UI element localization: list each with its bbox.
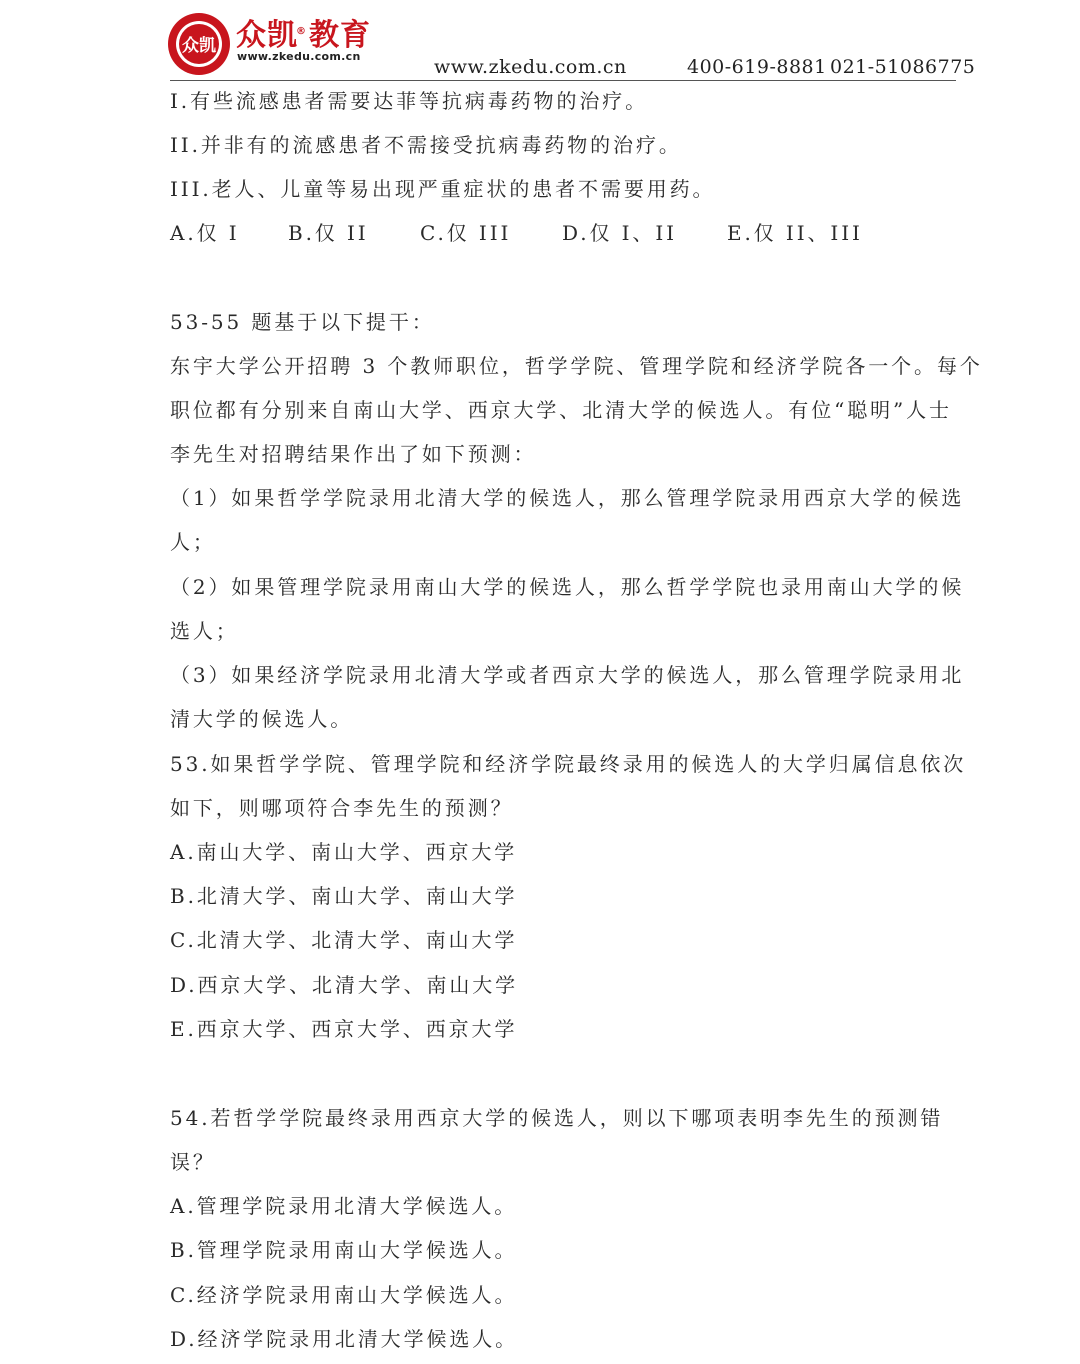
- stem-line: （3）如果经济学院录用北清大学或者西京大学的候选人，那么管理学院录用北: [170, 663, 965, 687]
- logo-seal-text: 众凯: [182, 36, 216, 56]
- statement-1: I.有些流感患者需要达菲等抗病毒药物的治疗。: [170, 89, 649, 113]
- stem-line: 李先生对招聘结果作出了如下预测：: [170, 442, 537, 466]
- option-a: A.仅 I: [170, 221, 240, 245]
- option-c: C.仅 III: [420, 221, 512, 245]
- statement-2: II.并非有的流感患者不需接受抗病毒药物的治疗。: [170, 133, 682, 157]
- q54-option: A.管理学院录用北清大学候选人。: [170, 1194, 518, 1218]
- header-divider: [170, 80, 956, 81]
- stem-line: 人；: [170, 530, 216, 554]
- q53-option: B.北清大学、南山大学、南山大学: [170, 884, 518, 908]
- stem-line: 清大学的候选人。: [170, 707, 354, 731]
- brand-name: 众凯®教育: [236, 18, 371, 53]
- stem-line: 东宇大学公开招聘 3 个教师职位，哲学学院、管理学院和经济学院各一个。每个: [170, 354, 983, 378]
- stem-line: 职位都有分别来自南山大学、西京大学、北清大学的候选人。有位“聪明”人士: [170, 398, 952, 422]
- brand-name-suffix: 教育: [309, 18, 371, 53]
- q54-option: C.经济学院录用南山大学候选人。: [170, 1283, 518, 1307]
- question-54: 54.若哲学学院最终录用西京大学的候选人，则以下哪项表明李先生的预测错: [170, 1106, 944, 1130]
- q53-option: E.西京大学、西京大学、西京大学: [170, 1017, 518, 1041]
- stem-intro: 53-55 题基于以下提干：: [170, 310, 435, 334]
- q54-option: D.经济学院录用北清大学候选人。: [170, 1327, 519, 1351]
- brand-url: www.zkedu.com.cn: [237, 50, 361, 63]
- header-website: www.zkedu.com.cn: [434, 56, 627, 78]
- q53-option: D.西京大学、北清大学、南山大学: [170, 973, 519, 997]
- stem-line: （2）如果管理学院录用南山大学的候选人，那么哲学学院也录用南山大学的候: [170, 575, 965, 599]
- option-e: E.仅 II、III: [727, 221, 863, 245]
- question-54: 误？: [170, 1150, 216, 1174]
- registered-mark: ®: [296, 26, 307, 37]
- brand-logo-seal: [167, 12, 231, 76]
- option-d: D.仅 I、II: [562, 221, 677, 245]
- header-phone-2: 021-51086775: [830, 56, 976, 78]
- question-53: 53.如果哲学学院、管理学院和经济学院最终录用的候选人的大学归属信息依次: [170, 752, 967, 776]
- statement-3: III.老人、儿童等易出现严重症状的患者不需要用药。: [170, 177, 716, 201]
- q53-option: C.北清大学、北清大学、南山大学: [170, 928, 518, 952]
- q54-option: B.管理学院录用南山大学候选人。: [170, 1238, 518, 1262]
- stem-line: 选人；: [170, 619, 239, 643]
- q53-option: A.南山大学、南山大学、西京大学: [170, 840, 518, 864]
- header-phone-1: 400-619-8881: [687, 56, 827, 78]
- stem-line: （1）如果哲学学院录用北清大学的候选人，那么管理学院录用西京大学的候选: [170, 486, 965, 510]
- question-53: 如下，则哪项符合李先生的预测？: [170, 796, 514, 820]
- option-b: B.仅 II: [288, 221, 369, 245]
